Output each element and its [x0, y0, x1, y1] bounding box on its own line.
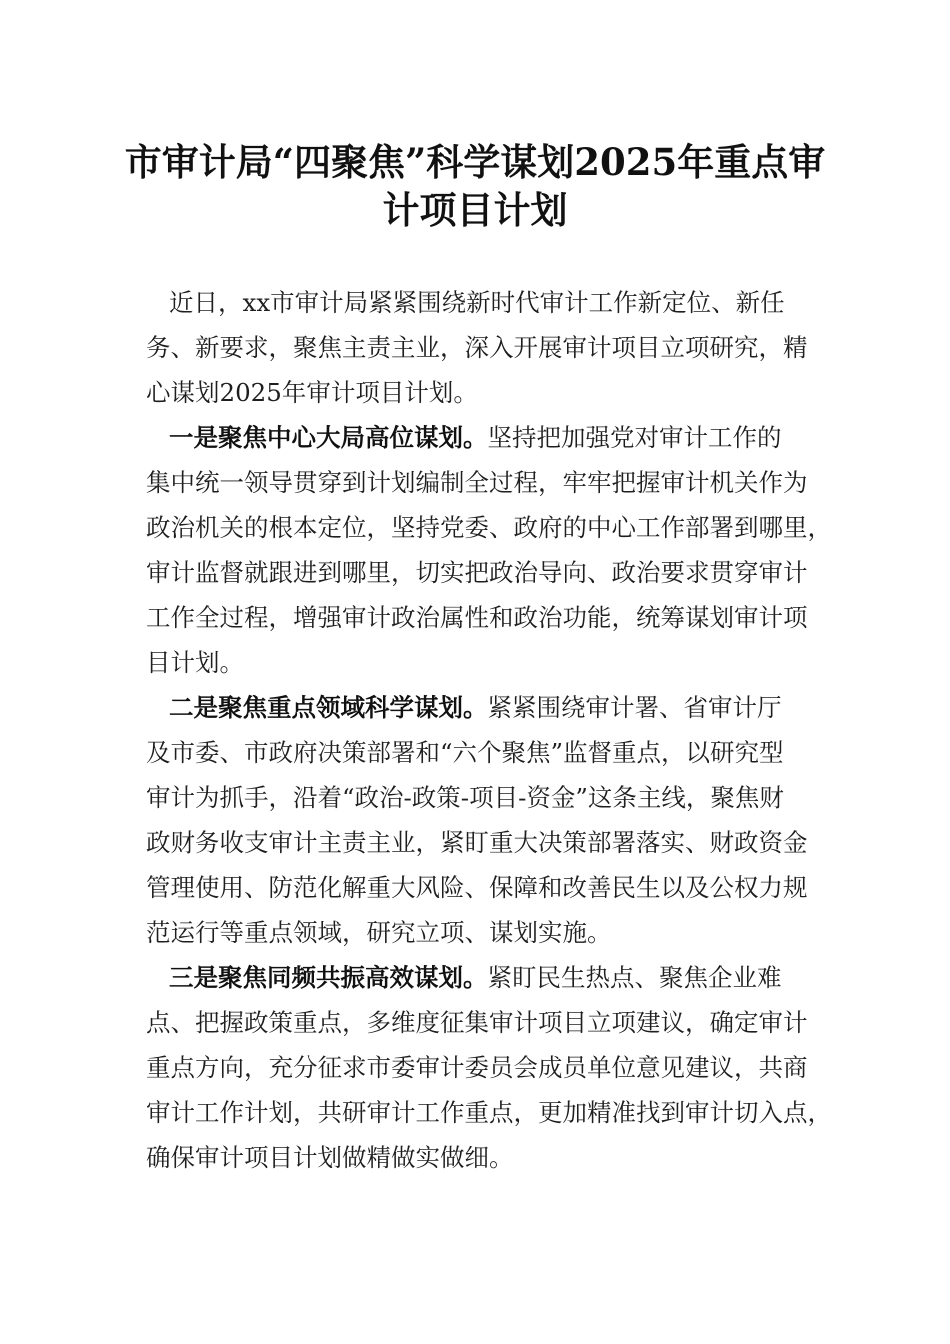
paragraph-line: 工作全过程，增强审计政治属性和政治功能，统筹谋划审计项 — [146, 603, 808, 632]
paragraph-line: 近日，xx市审计局紧紧围绕新时代审计工作新定位、新任 — [169, 288, 785, 317]
title-line-2: 计项目计划 — [382, 188, 568, 232]
paragraph-intro — [146, 280, 836, 415]
paragraph-line: 确保审计项目计划做精做实做细。 — [146, 1143, 514, 1172]
paragraph-line: 政财务收支审计主责主业，紧盯重大决策部署落实、财政资金 — [146, 828, 808, 857]
paragraph-line: 政治机关的根本定位，坚持党委、政府的中心工作部署到哪里， — [146, 513, 832, 542]
paragraph-line: 目计划。 — [146, 648, 244, 677]
paragraph-line-text: 坚持把加强党对审计工作的 — [487, 423, 782, 452]
paragraph-lead-heading: 三是聚焦同频共振高效谋划。 — [169, 963, 488, 992]
paragraph-line: 集中统一领导贯穿到计划编制全过程，牢牢把握审计机关作为 — [146, 468, 808, 497]
paragraph-line: 审计工作计划，共研审计工作重点，更加精准找到审计切入点， — [146, 1098, 832, 1127]
paragraph-line: 点、把握政策重点，多维度征集审计项目立项建议，确定审计 — [146, 1008, 808, 1037]
paragraph-line-text: 紧紧围绕审计署、省审计厅 — [487, 693, 782, 722]
paragraph-line-text: 紧盯民生热点、聚焦企业难 — [487, 963, 782, 992]
paragraph-lead-heading: 二是聚焦重点领域科学谋划。 — [169, 693, 488, 722]
paragraph-line: 及市委、市政府决策部署和“六个聚焦”监督重点，以研究型 — [146, 738, 784, 767]
paragraph-point-3 — [146, 955, 836, 1180]
paragraph-lead-heading: 一是聚焦中心大局高位谋划。 — [169, 423, 488, 452]
paragraph-line: 心谋划2025年审计项目计划。 — [146, 378, 478, 407]
document-body — [146, 280, 836, 1180]
paragraph-line: 务、新要求，聚焦主责主业，深入开展审计项目立项研究，精 — [146, 333, 808, 362]
paragraph-first-line — [146, 685, 836, 730]
paragraph-line: 审计为抓手，沿着“政治-政策-项目-资金”这条主线，聚焦财 — [146, 783, 784, 812]
paragraph-first-line — [146, 955, 836, 1000]
paragraph-line: 重点方向，充分征求市委审计委员会成员单位意见建议，共商 — [146, 1053, 808, 1082]
paragraph-line: 范运行等重点领域，研究立项、谋划实施。 — [146, 918, 612, 947]
paragraph-first-line — [146, 415, 836, 460]
document-title — [120, 138, 830, 234]
title-line-1: 市审计局“四聚焦”科学谋划2025年重点审 — [124, 140, 826, 184]
paragraph-point-1 — [146, 415, 836, 685]
paragraph-line: 管理使用、防范化解重大风险、保障和改善民生以及公权力规 — [146, 873, 808, 902]
paragraph-line: 审计监督就跟进到哪里，切实把政治导向、政治要求贯穿审计 — [146, 558, 808, 587]
paragraph-point-2 — [146, 685, 836, 955]
